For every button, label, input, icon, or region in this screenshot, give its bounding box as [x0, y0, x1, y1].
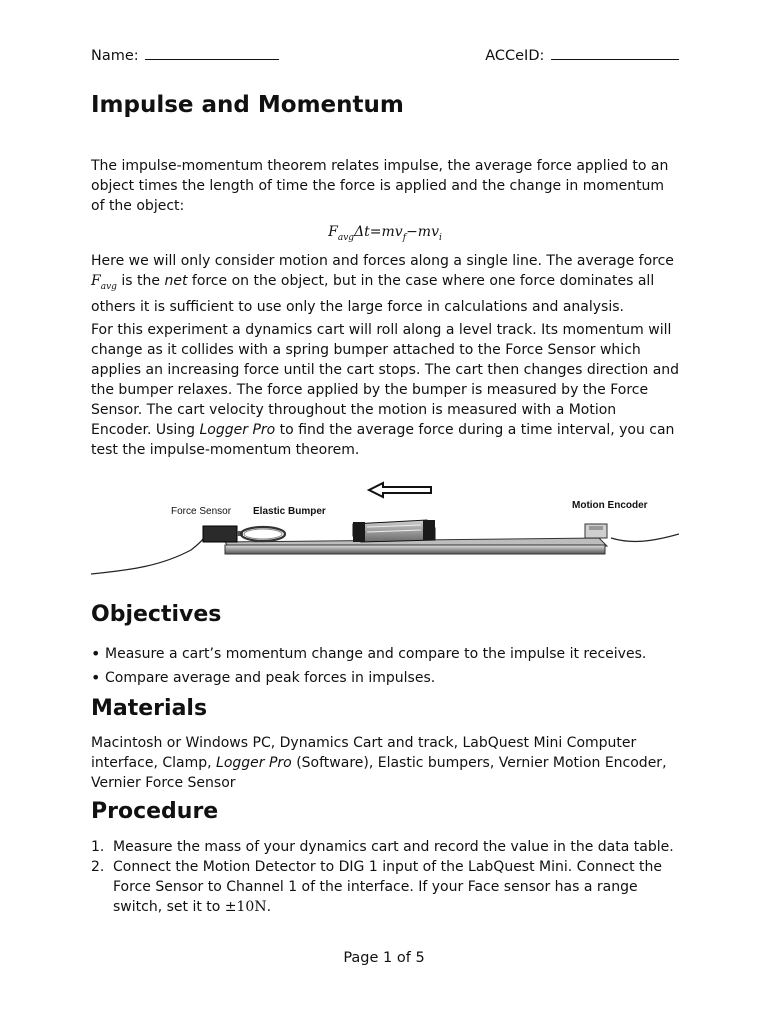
eq-avg-sub: avg	[337, 232, 355, 243]
list-item: • Measure a cart’s momentum change and compare to the impulse it receives.	[91, 642, 679, 666]
step-number: 1.	[91, 839, 105, 855]
motion-encoder-label: Motion Encoder	[572, 500, 648, 511]
materials-text-b: (Software), Elastic bumpers, Vernier Motion Encoder, Vernier Force Sensor	[91, 755, 667, 791]
force-sensor-cable	[91, 534, 207, 574]
intro-paragraph-1: The impulse-momentum theorem relates impulse, the average force applied to an object times the length of time the force is applied and the change in momentum of the object:	[91, 158, 669, 214]
p2-text-c: force on the object, but in the case where one force dominates all others it is sufficient to use only the large force in calculations and analysis.	[91, 273, 655, 315]
p3-text-b: to find the average force during a time interval, you can test the impulse-momentum theorem.	[91, 422, 675, 458]
materials-logger-pro: Logger Pro	[216, 755, 292, 771]
objectives-list	[91, 642, 679, 690]
direction-arrow	[369, 483, 431, 497]
procedure-list	[91, 837, 679, 917]
force-sensor	[203, 526, 237, 542]
step-text-end: .	[266, 899, 272, 915]
range-value-text: ±10N	[224, 899, 267, 915]
eq-f-sub: f	[402, 232, 407, 243]
motion-encoder-slot	[589, 526, 603, 530]
step-text: Connect the Motion Detector to DIG 1 input of the LabQuest Mini. Connect the Force Sensor to Channel 1 of the interface. If your Face sensor has a range switch, set it to	[113, 859, 662, 915]
procedure-heading: Procedure	[91, 799, 219, 824]
p2-text-a: Here we will only consider motion and forces along a single line. The average force	[91, 253, 674, 269]
p2-F: F	[91, 273, 101, 289]
intro-paragraph-2	[91, 251, 681, 317]
range-value	[225, 899, 267, 915]
elastic-bumper-inner	[244, 529, 282, 539]
p2-avg-sub: avg	[100, 281, 117, 292]
materials-text	[91, 733, 681, 793]
apparatus-figure	[91, 474, 679, 584]
list-item	[91, 837, 679, 857]
eq-delta-t: Δt=mv	[354, 224, 403, 240]
p3-text-a: For this experiment a dynamics cart will roll along a level track. Its momentum will change as it collides with a spring bumper attached to the Force Sensor which applies an increasing force until the cart stops. The cart then changes direction and the bumper relaxes. The force applied by the bumper is measured by the Force Sensor. The cart velocity throughout the motion is measured with a Motion Encoder. Using	[91, 322, 680, 438]
acceid-field[interactable]	[485, 45, 679, 64]
p2-favg	[91, 273, 117, 292]
cart-end-right	[423, 520, 435, 540]
elastic-bumper-label: Elastic Bumper	[253, 506, 326, 517]
p2-net: net	[164, 273, 188, 289]
name-field[interactable]	[91, 45, 279, 64]
step-text: Measure the mass of your dynamics cart and record the value in the data table.	[113, 839, 674, 855]
page-footer: Page 1 of 5	[343, 950, 425, 966]
materials-heading: Materials	[91, 696, 208, 721]
name-blank-line[interactable]	[145, 45, 279, 60]
cart-end-left	[353, 522, 365, 542]
step-number: 2.	[91, 859, 105, 875]
objectives-heading: Objectives	[91, 602, 222, 627]
apparatus-illustration	[91, 474, 679, 584]
list-item: • Compare average and peak forces in impulses.	[91, 666, 679, 690]
impulse-equation	[91, 224, 679, 243]
motion-encoder-cable	[611, 534, 679, 541]
p3-logger-pro: Logger Pro	[199, 422, 276, 438]
materials-text-a: Macintosh or Windows PC, Dynamics Cart and track, LabQuest Mini Computer interface, Clamp,	[91, 735, 637, 771]
track	[225, 545, 605, 554]
intro-paragraph-3	[91, 320, 681, 460]
acceid-blank-line[interactable]	[551, 45, 679, 60]
p2-text-b: is the	[116, 273, 165, 289]
list-item	[91, 857, 679, 917]
eq-F: F	[328, 224, 338, 240]
acceid-label: ACCeID:	[485, 48, 545, 64]
name-label: Name:	[91, 48, 139, 64]
force-sensor-label: Force Sensor	[171, 506, 232, 517]
page-title: Impulse and Momentum	[91, 92, 404, 118]
eq-minus: −mv	[406, 224, 439, 240]
eq-i-sub: i	[438, 232, 442, 243]
